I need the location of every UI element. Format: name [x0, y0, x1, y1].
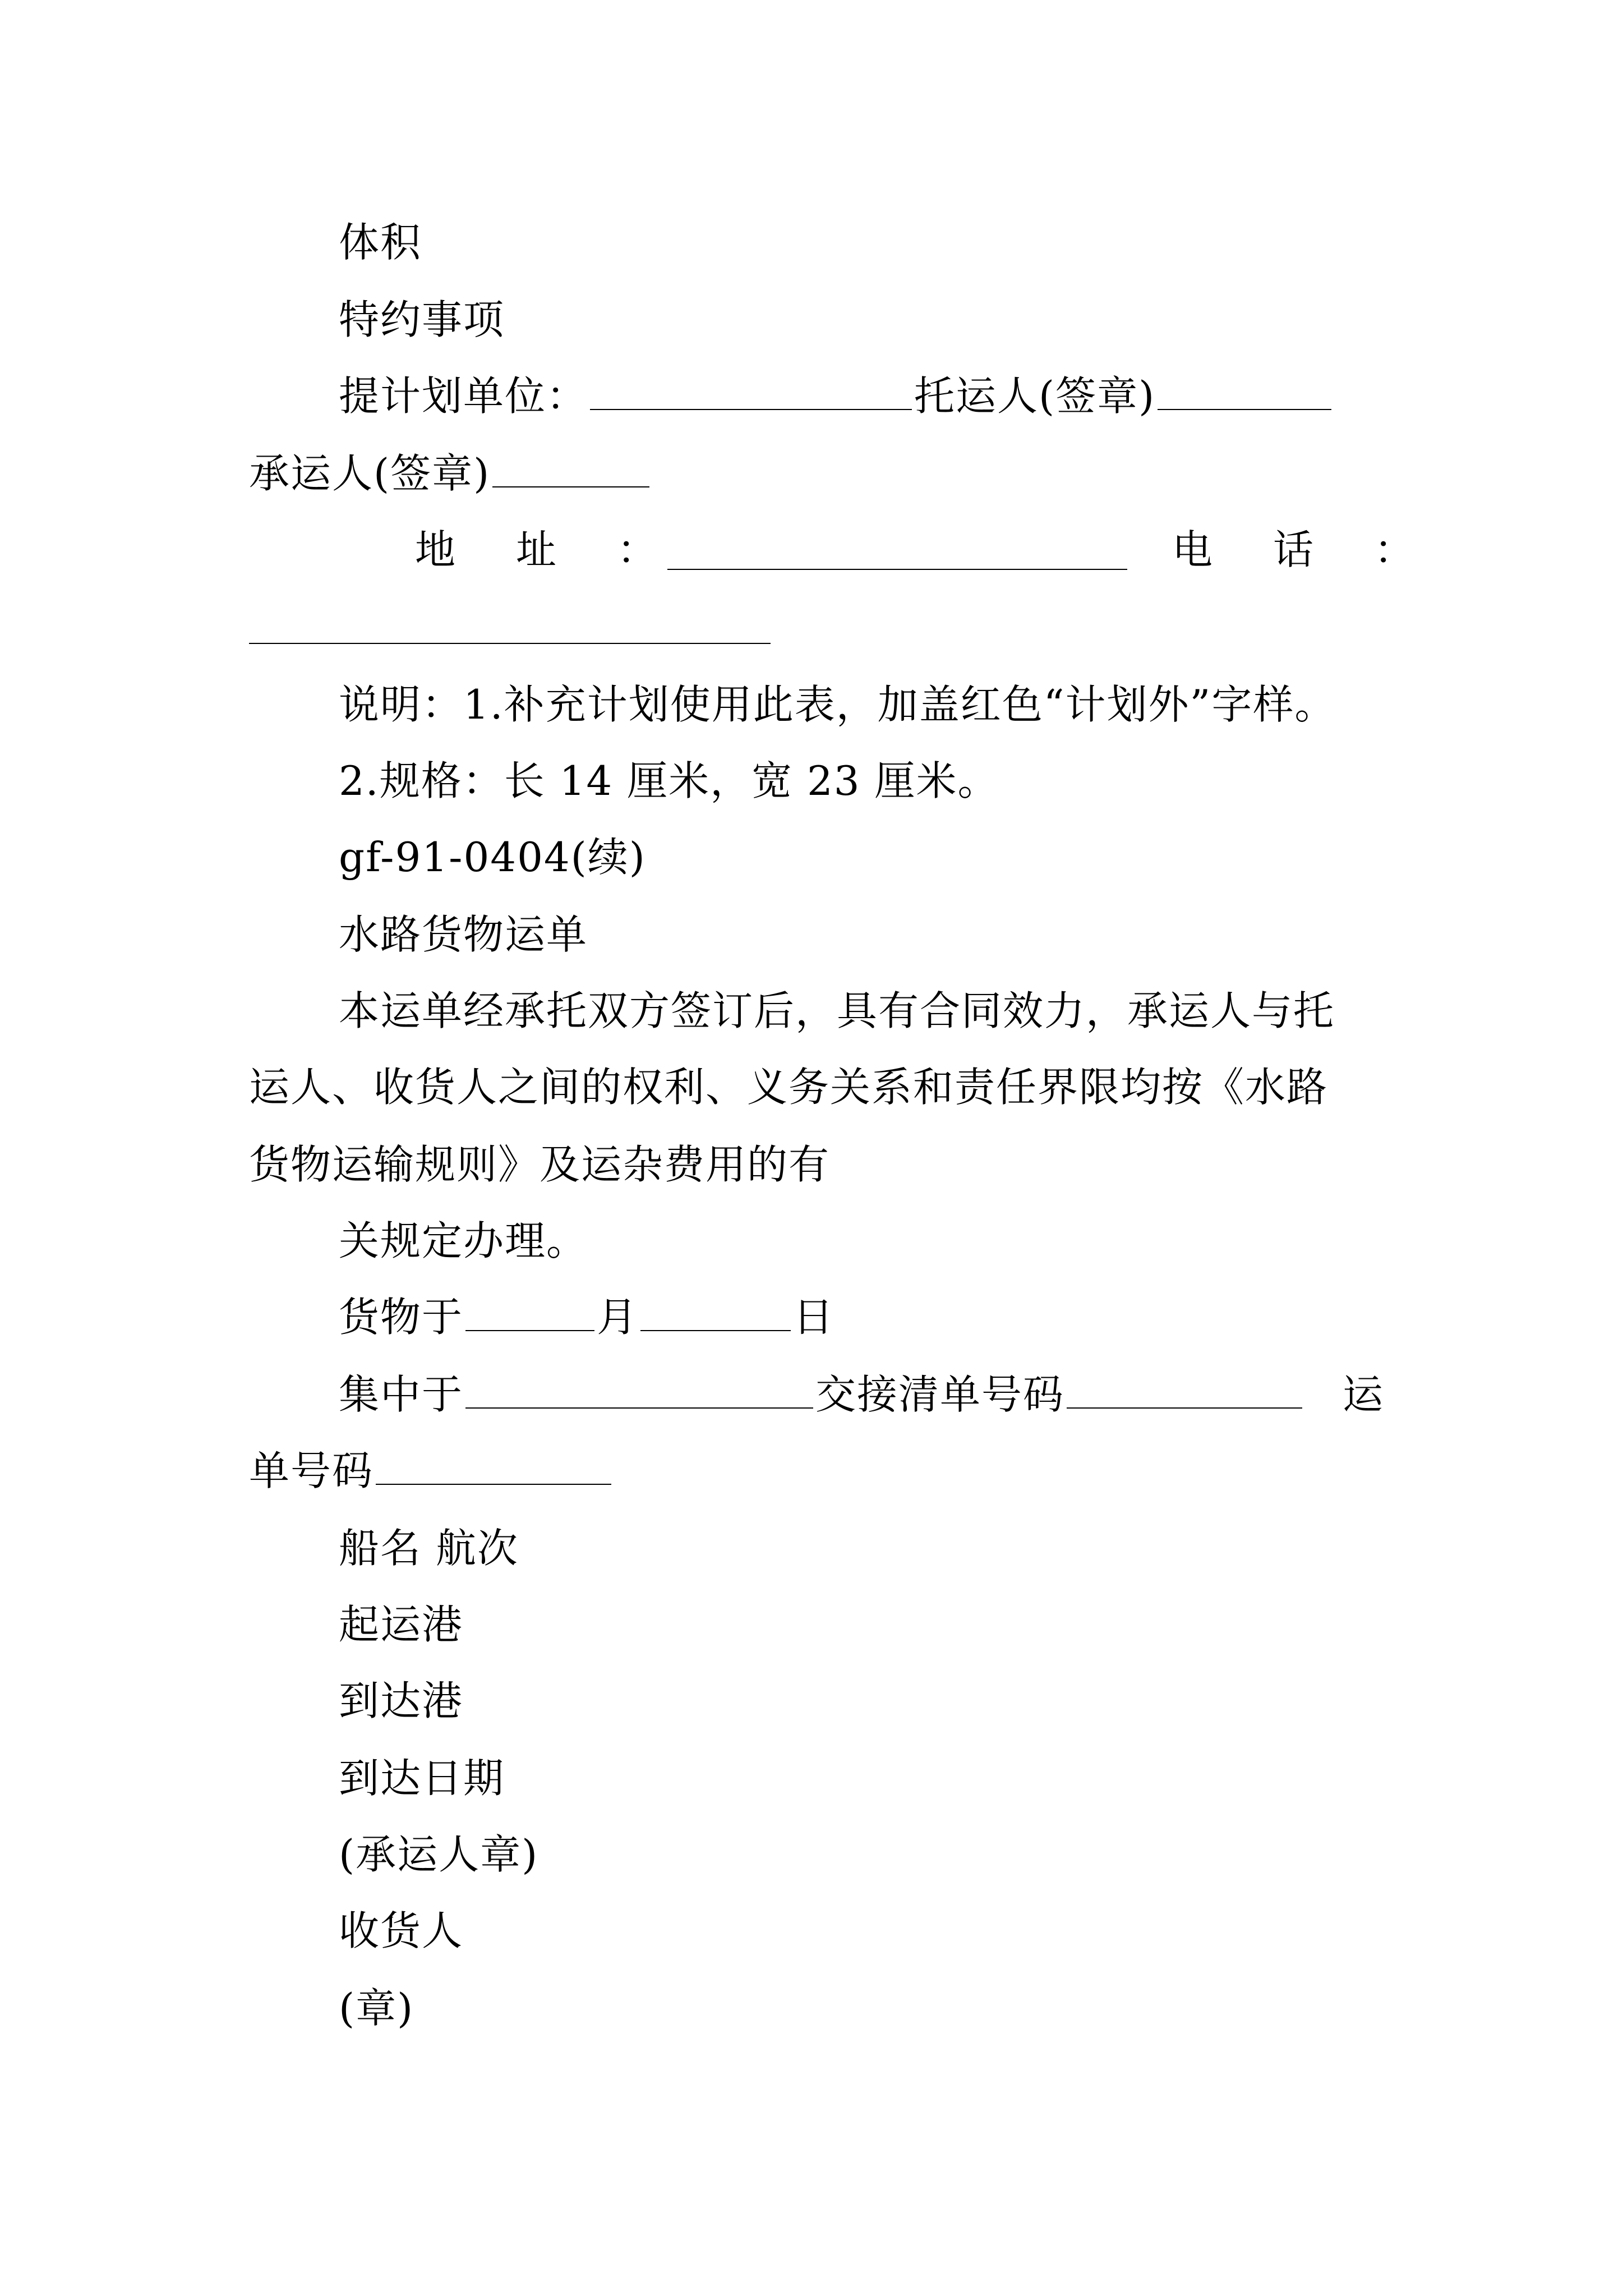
gathered-at-blank[interactable] — [465, 1373, 813, 1409]
handover-no-label: 交接清单号码 — [815, 1371, 1065, 1418]
carrier-sign-blank[interactable] — [492, 452, 649, 487]
note-line-2: 2.规格：长 14 厘米，宽 23 厘米。 — [339, 757, 999, 804]
volume-field: 体积 — [339, 219, 422, 266]
arrival-date-field: 到达日期 — [339, 1755, 505, 1802]
address-blank[interactable] — [667, 569, 1127, 570]
carrier-sign-label: 承运人(签章) — [249, 450, 491, 497]
waybill-title: 水路货物运单 — [339, 911, 588, 958]
arrival-port-field: 到达港 — [339, 1677, 464, 1724]
shipper-sign-label: 托运人(签章) — [914, 372, 1156, 420]
planner-signature-row — [339, 369, 1334, 423]
gathering-row — [339, 1368, 1304, 1421]
waybill-no-blank[interactable] — [376, 1449, 611, 1485]
phone-blank[interactable] — [249, 643, 771, 644]
planner-label: 提计划单位： — [339, 372, 588, 420]
handover-no-blank[interactable] — [1067, 1373, 1302, 1409]
carrier-signature-row — [249, 447, 652, 500]
paragraph-line-3: 货物运输规则》及运杂费用的有 — [249, 1141, 831, 1188]
consignee-field: 收货人 — [339, 1907, 464, 1954]
address-label: 地 址 ： — [415, 526, 668, 573]
goods-date-row — [339, 1290, 834, 1344]
special-terms-field: 特约事项 — [339, 296, 505, 343]
shipper-sign-blank[interactable] — [1158, 374, 1331, 410]
phone-label: 电 话 ： — [1172, 526, 1425, 573]
gathered-at-label: 集中于 — [339, 1371, 464, 1418]
waybill-no-row — [249, 1444, 614, 1498]
goods-at-label: 货物于 — [339, 1294, 464, 1341]
month-label: 月 — [597, 1294, 639, 1341]
paragraph-line-2: 运人、收货人之间的权利、义务关系和责任界限均按《水路 — [249, 1064, 1329, 1111]
day-label: 日 — [793, 1294, 835, 1341]
waybill-no-label-a: 运 — [1343, 1371, 1385, 1418]
planner-blank[interactable] — [590, 374, 912, 410]
departure-port-field: 起运港 — [339, 1601, 464, 1648]
paragraph-line-1: 本运单经承托双方签订后，具有合同效力，承运人与托 — [339, 987, 1335, 1034]
carrier-seal-field: (承运人章) — [339, 1831, 539, 1878]
day-blank[interactable] — [640, 1295, 791, 1331]
ship-voyage-field: 船名 航次 — [339, 1525, 519, 1572]
note-line-1: 说明：1.补充计划使用此表，加盖红色“计划外”字样。 — [339, 681, 1336, 728]
seal-field: (章) — [339, 1985, 414, 2032]
paragraph-line-4: 关规定办理。 — [339, 1217, 588, 1264]
month-blank[interactable] — [465, 1295, 594, 1331]
waybill-no-label-b: 单号码 — [249, 1447, 374, 1494]
form-code: gf-91-0404(续) — [339, 834, 646, 881]
